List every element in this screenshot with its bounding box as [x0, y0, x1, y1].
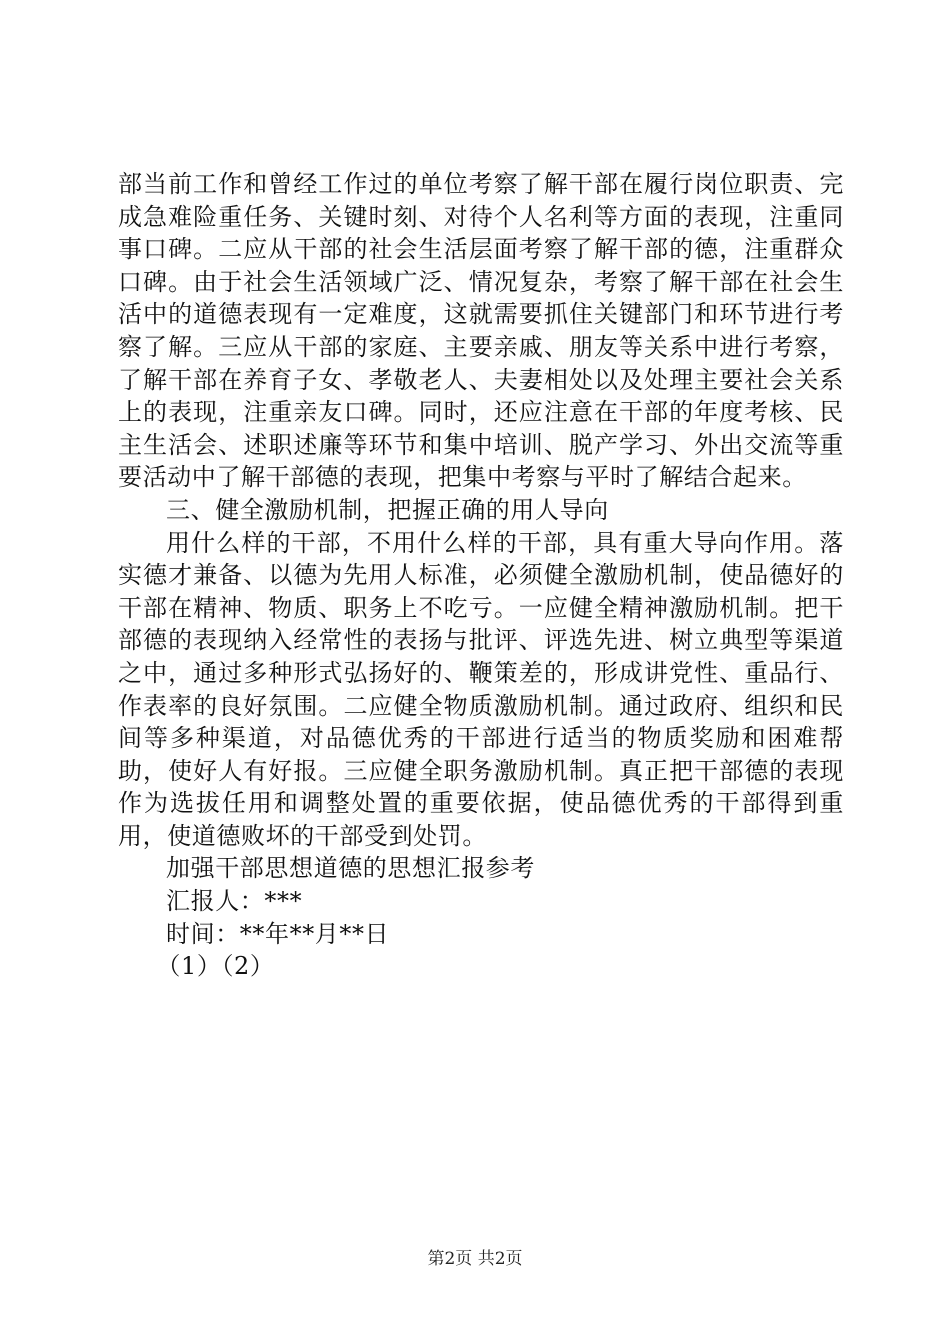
- document-body: [118, 168, 844, 983]
- reporter-line: 汇报人：***: [166, 887, 303, 916]
- report-title: 加强干部思想道德的思想汇报参考: [166, 854, 535, 883]
- page-footer: 第2页 共2页: [427, 1249, 523, 1269]
- paragraph-1: 部当前工作和曾经工作过的单位考察了解干部在履行岗位职责、完成急难险重任务、关键时刻、对待个人名利等方面的表现，注重同事口碑。二应从干部的社会生活层面考察了解干部的德，注重群众口碑。由于社会生活领域广泛、情况复杂，考察了解干部在社会生活中的道德表现有一定难度，这就需要抓住关键部门和环节进行考察了解。三应从干部的家庭、主要亲戚、朋友等关系中进行考察，了解干部在养育子女、孝敬老人、夫妻相处以及处理主要社会关系上的表现，注重亲友口碑。同时，还应注意在干部的年度考核、民主生活会、述职述廉等环节和集中培训、脱产学习、外出交流等重要活动中了解干部德的表现，把集中考察与平时了解结合起来。: [118, 170, 844, 492]
- date-line: 时间：**年**月**日: [166, 919, 390, 948]
- page-refs: （1）（2）: [156, 952, 275, 981]
- section-heading-3: 三、健全激励机制，把握正确的用人导向: [166, 495, 609, 524]
- paragraph-2: 用什么样的干部，不用什么样的干部，具有重大导向作用。落实德才兼备、以德为先用人标准，必须健全激励机制，使品德好的干部在精神、物质、职务上不吃亏。一应健全精神激励机制。把干部德的表现纳入经常性的表扬与批评、评选先进、树立典型等渠道之中，通过多种形式弘扬好的、鞭策差的，形成讲党性、重品行、作表率的良好氛围。二应健全物质激励机制。通过政府、组织和民间等多种渠道，对品德优秀的干部进行适当的物质奖励和困难帮助，使好人有好报。三应健全职务激励机制。真正把干部德的表现作为选拔任用和调整处置的重要依据，使品德优秀的干部得到重用，使道德败坏的干部受到处罚。: [118, 528, 844, 850]
